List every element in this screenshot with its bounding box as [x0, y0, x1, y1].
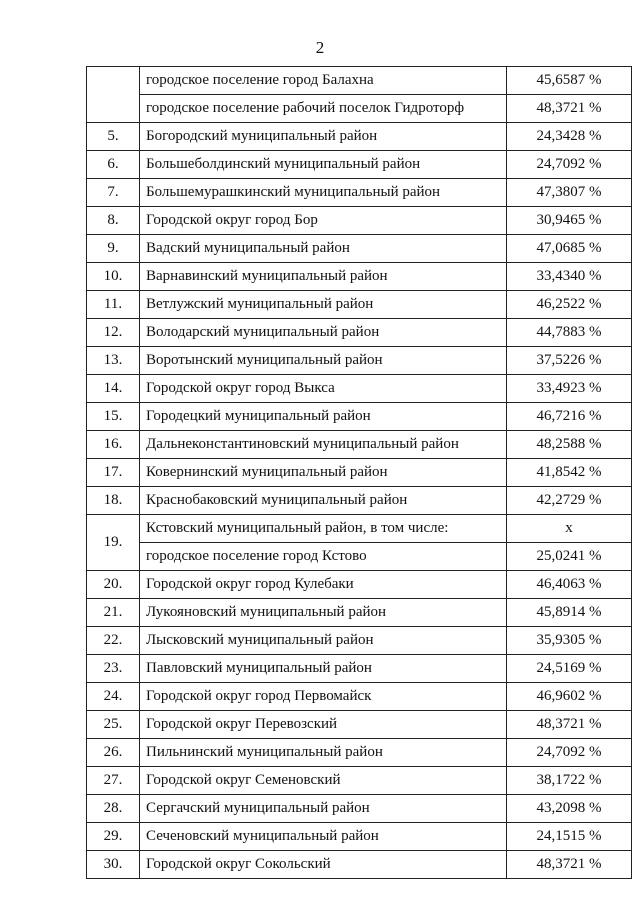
table-row [87, 739, 632, 767]
percentage-value-cell: 48,3721 % [507, 95, 632, 123]
table-row [87, 711, 632, 739]
percentage-value-cell: 24,3428 % [507, 123, 632, 151]
table-body [87, 67, 632, 879]
municipality-name-cell: Краснобаковский муниципальный район [140, 487, 507, 515]
row-number-cell: 12. [87, 319, 140, 347]
percentage-value-cell: 37,5226 % [507, 347, 632, 375]
data-table [86, 66, 632, 879]
row-number-cell: 27. [87, 767, 140, 795]
percentage-value-cell: 45,6587 % [507, 67, 632, 95]
table-row [87, 543, 632, 571]
row-number-cell: 6. [87, 151, 140, 179]
row-number-cell: 9. [87, 235, 140, 263]
row-number-cell: 24. [87, 683, 140, 711]
municipality-name-cell: Вадский муниципальный район [140, 235, 507, 263]
percentage-value-cell: 48,3721 % [507, 851, 632, 879]
percentage-value-cell: 41,8542 % [507, 459, 632, 487]
municipality-name-cell: Лысковский муниципальный район [140, 627, 507, 655]
table-row [87, 347, 632, 375]
municipality-name-cell: Городской округ город Кулебаки [140, 571, 507, 599]
row-number-cell: 30. [87, 851, 140, 879]
percentage-value-cell: 46,9602 % [507, 683, 632, 711]
percentage-value-cell: 38,1722 % [507, 767, 632, 795]
municipality-name-cell: Сергачский муниципальный район [140, 795, 507, 823]
table-row [87, 851, 632, 879]
table-row [87, 235, 632, 263]
table-row [87, 515, 632, 543]
table-row [87, 67, 632, 95]
percentage-value-cell: 24,5169 % [507, 655, 632, 683]
table-row [87, 795, 632, 823]
table-row [87, 767, 632, 795]
municipality-name-cell: Городской округ город Бор [140, 207, 507, 235]
row-number-cell: 22. [87, 627, 140, 655]
table-row [87, 263, 632, 291]
percentage-value-cell: 24,7092 % [507, 739, 632, 767]
percentage-value-cell: 45,8914 % [507, 599, 632, 627]
percentage-value-cell: 47,3807 % [507, 179, 632, 207]
row-number-cell: 25. [87, 711, 140, 739]
row-number-cell: 23. [87, 655, 140, 683]
municipality-name-cell: Лукояновский муниципальный район [140, 599, 507, 627]
table-row [87, 403, 632, 431]
percentage-value-cell: 30,9465 % [507, 207, 632, 235]
table-row [87, 627, 632, 655]
municipality-name-cell: Дальнеконстантиновский муниципальный район [140, 431, 507, 459]
row-number-cell: 20. [87, 571, 140, 599]
table-row [87, 823, 632, 851]
percentage-value-cell: 46,4063 % [507, 571, 632, 599]
percentage-value-cell: 44,7883 % [507, 319, 632, 347]
municipality-name-cell: Богородский муниципальный район [140, 123, 507, 151]
table-row [87, 375, 632, 403]
row-number-cell: 17. [87, 459, 140, 487]
percentage-value-cell: 33,4340 % [507, 263, 632, 291]
row-number-cell: 11. [87, 291, 140, 319]
municipality-name-cell: Сеченовский муниципальный район [140, 823, 507, 851]
percentage-value-cell: 33,4923 % [507, 375, 632, 403]
row-number-cell: 18. [87, 487, 140, 515]
table-row [87, 151, 632, 179]
row-number-cell: 29. [87, 823, 140, 851]
percentage-value-cell: 46,2522 % [507, 291, 632, 319]
row-number-cell: 16. [87, 431, 140, 459]
row-number-cell [87, 67, 140, 123]
municipality-name-cell: Городецкий муниципальный район [140, 403, 507, 431]
table-row [87, 655, 632, 683]
percentage-value-cell: 48,3721 % [507, 711, 632, 739]
municipality-name-cell: Воротынский муниципальный район [140, 347, 507, 375]
municipality-name-cell: Ковернинский муниципальный район [140, 459, 507, 487]
table-row [87, 319, 632, 347]
municipality-name-cell: Городской округ город Первомайск [140, 683, 507, 711]
row-number-cell: 28. [87, 795, 140, 823]
municipality-name-cell: городское поселение рабочий поселок Гидроторф [140, 95, 507, 123]
municipality-name-cell: Кстовский муниципальный район, в том числе: [140, 515, 507, 543]
row-number-cell: 8. [87, 207, 140, 235]
row-number-cell: 15. [87, 403, 140, 431]
percentage-value-cell: 35,9305 % [507, 627, 632, 655]
percentage-value-cell: 24,1515 % [507, 823, 632, 851]
table-row [87, 179, 632, 207]
table-row [87, 459, 632, 487]
municipality-name-cell: Городской округ Сокольский [140, 851, 507, 879]
municipality-name-cell: городское поселение город Балахна [140, 67, 507, 95]
municipality-name-cell: Большеболдинский муниципальный район [140, 151, 507, 179]
table-row [87, 291, 632, 319]
table-row [87, 487, 632, 515]
percentage-value-cell: 48,2588 % [507, 431, 632, 459]
table-row [87, 599, 632, 627]
percentage-value-cell: 42,2729 % [507, 487, 632, 515]
percentage-value-cell: 47,0685 % [507, 235, 632, 263]
percentage-value-cell: 46,7216 % [507, 403, 632, 431]
percentage-value-cell: 24,7092 % [507, 151, 632, 179]
table-row [87, 683, 632, 711]
table-row [87, 431, 632, 459]
row-number-cell: 7. [87, 179, 140, 207]
municipality-name-cell: Городской округ Перевозский [140, 711, 507, 739]
municipality-name-cell: Городской округ Семеновский [140, 767, 507, 795]
table-row [87, 123, 632, 151]
percentage-value-cell: x [507, 515, 632, 543]
municipality-name-cell: Володарский муниципальный район [140, 319, 507, 347]
table-row [87, 95, 632, 123]
page-number: 2 [315, 38, 325, 57]
municipality-name-cell: Варнавинский муниципальный район [140, 263, 507, 291]
row-number-cell: 14. [87, 375, 140, 403]
municipality-name-cell: городское поселение город Кстово [140, 543, 507, 571]
table-row [87, 571, 632, 599]
row-number-cell: 13. [87, 347, 140, 375]
percentage-value-cell: 43,2098 % [507, 795, 632, 823]
municipality-name-cell: Городской округ город Выкса [140, 375, 507, 403]
percentage-value-cell: 25,0241 % [507, 543, 632, 571]
municipality-name-cell: Ветлужский муниципальный район [140, 291, 507, 319]
row-number-cell: 10. [87, 263, 140, 291]
municipality-name-cell: Большемурашкинский муниципальный район [140, 179, 507, 207]
row-number-cell: 19. [87, 515, 140, 571]
row-number-cell: 21. [87, 599, 140, 627]
municipality-name-cell: Павловский муниципальный район [140, 655, 507, 683]
row-number-cell: 26. [87, 739, 140, 767]
municipality-name-cell: Пильнинский муниципальный район [140, 739, 507, 767]
row-number-cell: 5. [87, 123, 140, 151]
table-row [87, 207, 632, 235]
